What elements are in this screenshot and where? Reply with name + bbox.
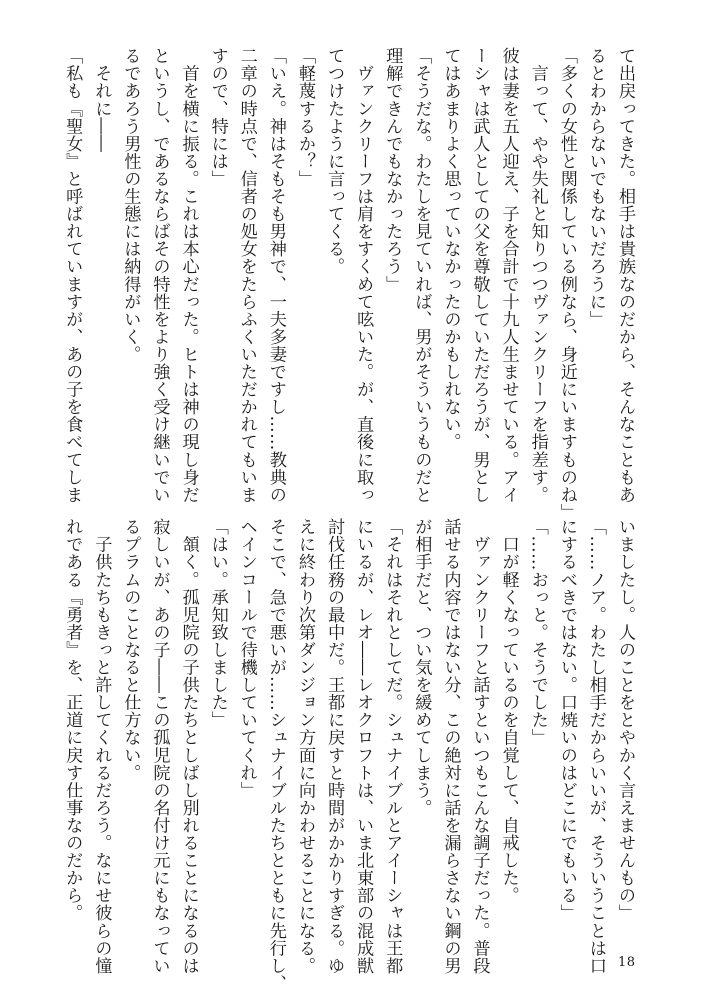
text-line: 首を横に振る。これは本心だった。ヒトは神の現し身だ — [178, 47, 199, 504]
text-line: 「私も『聖女』と呼ばれていますが、あの子を食べてしま — [62, 47, 83, 504]
text-line: 口が軽くなっているのを自覚して、自戒した。 — [498, 518, 519, 905]
text-line: 子供たちもきっと許してくれるだろう。なにせ彼らの憧 — [91, 518, 112, 975]
text-line: にいるが、レオ――レオクロフトは、いま北東部の混成獣 — [353, 518, 374, 975]
text-line: 「そうだな。わたしを見ていれば、男がそういうものだと — [411, 47, 432, 504]
text-line: 寂しいが、あの子――この孤児院の名付け元にもなってい — [149, 518, 170, 975]
text-line: 「多くの女性と関係している例なら、身近にいますものね」 — [556, 47, 577, 521]
text-line: 「はい。承知致しました」 — [207, 518, 228, 729]
text-line: 彼は妻を五人迎え、子を合計で十九人生ませている。アイ — [498, 47, 519, 504]
text-line: れである『勇者』を、正道に戻す仕事なのだから。 — [62, 518, 83, 922]
text-line: ヴァンクリーフは肩をすくめて呟いた。が、直後に取っ — [353, 47, 374, 504]
page-number: 18 — [618, 955, 636, 970]
text-line: 話せる内容ではない分、この絶対に話を漏らさない鋼の男 — [440, 518, 461, 975]
text-line: て出戻ってきた。相手は貴族なのだから、そんなこともあ — [615, 47, 635, 504]
text-line: てはあまりよく思っていなかったのかもしれない。 — [440, 47, 461, 451]
text-line: にするべきではない。口焼いのはどこにでもいる」 — [556, 518, 577, 922]
text-line: 「……おっと。そうでした」 — [527, 518, 548, 747]
text-line: 「……ノア。わたし相手だからいいが、そういうことは口 — [585, 518, 606, 975]
text-line: そこで、急で悪いが……シュナイブルたちとともに先行し、 — [265, 518, 286, 992]
text-line: というし、であるならばその特性をより強く受け継いでい — [149, 47, 170, 504]
text-line: ーシャは武人としての父を尊敬していただろうが、男とし — [469, 47, 490, 504]
text-line: 討伐任務の最中だ。王都に戻すと時間がかかりすぎる。ゆ — [324, 518, 345, 975]
text-line: 言って、やや失礼と知りつつヴァンクリーフを指差す。 — [527, 47, 548, 504]
text-line: るとわからないでもないだろうに」 — [585, 47, 606, 328]
text-line: 頷く。孤児院の子供たちとしばし別れることになるのは — [178, 518, 199, 975]
text-line: 「それはそれとしてだ。シュナイブルとアイーシャは王都 — [382, 518, 403, 975]
text-line: ヴァンクリーフと話すといつもこんな調子だった。普段 — [469, 518, 490, 975]
text-line: えに終わり次第ダンジョン方面に向かわせることになる。 — [294, 518, 315, 975]
text-line: 二章の時点で、信者の処女をたらふくいただかれてもいま — [236, 47, 257, 504]
text-line: るであろう男性の生態には納得がいく。 — [120, 47, 141, 363]
text-line: てつけたように言ってくる。 — [324, 47, 345, 276]
text-line: が相手だと、つい気を緩めてしまう。 — [411, 518, 432, 817]
text-line: るプラムのことなると仕方ない。 — [120, 518, 141, 782]
text-line: 「いえ。神はそもそも男神で、一夫多妻ですし……教典の — [265, 47, 286, 504]
text-line: いましたし。人のことをとやかく言えませんもの」 — [615, 518, 635, 922]
text-line: 理解できんでもなかったろう」 — [382, 47, 403, 293]
text-line: それに―― — [91, 47, 112, 153]
text-line: すので、特には」 — [207, 47, 228, 188]
text-block-top — [62, 47, 639, 521]
text-line: 「軽蔑するか？」 — [294, 47, 315, 188]
text-line: ヘインコールで待機していてくれ」 — [236, 518, 257, 799]
